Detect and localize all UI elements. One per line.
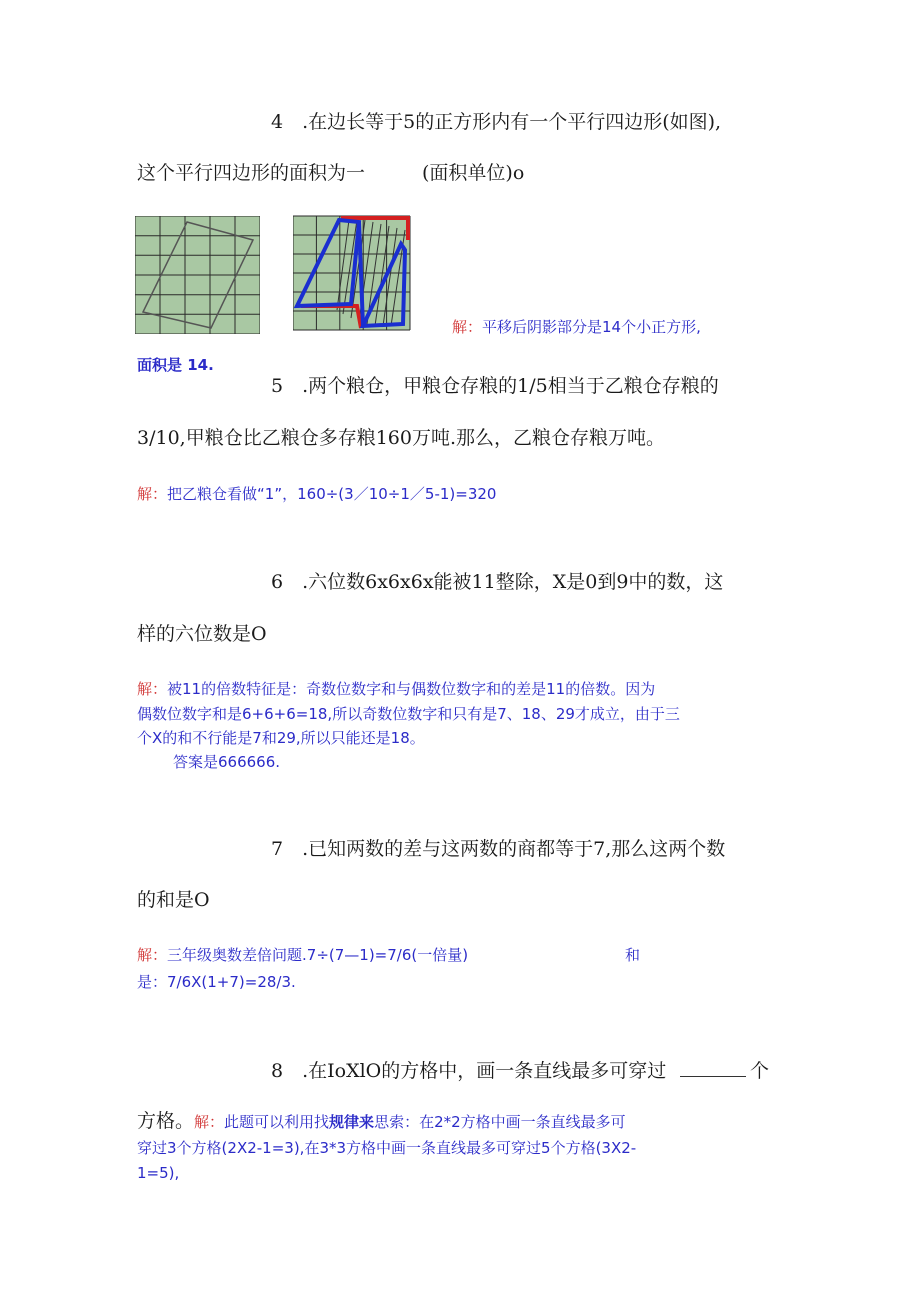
q8-solution-line3: 1=5),	[137, 1164, 180, 1182]
q8-line2-text: 方格。	[137, 1110, 195, 1132]
q8-solution-text-bold: 规律来	[329, 1113, 375, 1131]
q7-solution-label: 解：	[137, 946, 168, 964]
q5-solution-text: 把乙粮仓看做“1”，160÷(3／10÷1／5-1)=320	[167, 485, 497, 503]
q6-solution-line2: 偶数位数字和是6+6+6=18,所以奇数位数字和只有是7、18、29才成立，由于三	[137, 705, 680, 723]
q4-line1: 4 .在边长等于5的正方形内有一个平行四边形(如图),	[271, 111, 722, 133]
q7-line1: 7 .已知两数的差与这两数的商都等于7,那么这两个数	[271, 838, 726, 860]
q5-line1: 5 .两个粮仓，甲粮仓存粮的1/5相当于乙粮仓存粮的	[271, 375, 719, 397]
q4-solution-text: 平移后阴影部分是14个小正方形,	[482, 318, 701, 336]
q8-line2	[137, 1106, 626, 1133]
q6-line1: 6 .六位数6x6x6x能被11整除，X是0到9中的数，这	[271, 571, 724, 593]
q7-solution-he: 和	[625, 946, 641, 964]
q6-solution-text1: 被11的倍数特征是：奇数位数字和与偶数位数字和的差是11的倍数。因为	[167, 680, 656, 698]
q6-solution-label: 解：	[137, 680, 168, 698]
q6-solution-line1	[137, 678, 655, 699]
q5-line2: 3/10,甲粮仓比乙粮仓多存粮160万吨.那么，乙粮仓存粮万吨。	[137, 427, 666, 449]
q6-answer: 答案是666666.	[173, 753, 281, 771]
q4-solution-area: 面积是 14.	[137, 356, 214, 374]
q8-line1	[271, 1056, 666, 1083]
q7-solution-text1: 三年级奥数差倍问题.7÷(7—1)=7/6(一倍量)	[167, 946, 469, 964]
grid-figure-translated	[293, 214, 413, 332]
q4-line2: 这个平行四边形的面积为一 (面积单位)o	[137, 162, 525, 184]
q4-solution	[452, 316, 701, 337]
q4-solution-label: 解：	[452, 318, 483, 336]
q8-answer-blank	[680, 1076, 746, 1077]
q8-solution-text-b: 思索：在2*2方格中画一条直线最多可	[374, 1113, 626, 1131]
q8-line1-text: 8 .在IoXlO的方格中，画一条直线最多可穿过	[271, 1060, 667, 1082]
q5-solution	[137, 483, 496, 504]
q8-solution-line2: 穿过3个方格(2X2-1=3),在3*3方格中画一条直线最多可穿过5个方格(3X2-	[137, 1139, 637, 1157]
q8-line1-tail: 个	[750, 1060, 770, 1082]
grid-figure-original	[135, 216, 260, 334]
q7-line2: 的和是O	[137, 889, 210, 911]
q5-solution-label: 解：	[137, 485, 168, 503]
q6-line2: 样的六位数是O	[137, 623, 267, 645]
q7-solution-line2: 是：7/6X(1+7)=28/3.	[137, 973, 296, 991]
q8-solution-text-a: 此题可以利用找	[224, 1113, 330, 1131]
q6-solution-line3: 个X的和不行能是7和29,所以只能还是18。	[137, 729, 425, 747]
q7-solution-line1	[137, 944, 468, 965]
q8-solution-label: 解：	[194, 1113, 225, 1131]
